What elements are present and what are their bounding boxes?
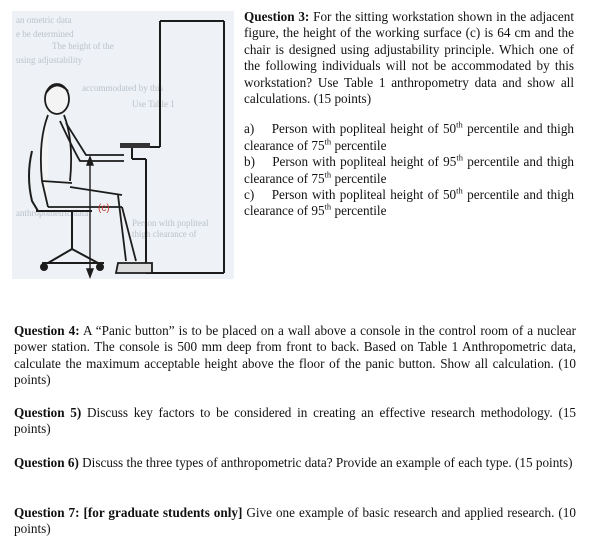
option-c-pre: Person with popliteal height of 50: [271, 187, 457, 203]
option-c-letter: c): [244, 187, 255, 203]
option-b-sup2: th: [324, 169, 332, 180]
question-6-text: [14, 455, 576, 471]
question-7-text: [14, 505, 576, 538]
question-3-body: For the sitting workstation shown in the adjacent figure, the height of the working surface (c) is 64 cm and the chair is designed using adjustability principle. Which one of the following individuals will not be accommodated by this workstation? Use Table 1 anthropometry data and show all calculations. (15 points): [244, 9, 574, 107]
question-3-label: Question 3:: [244, 9, 310, 24]
option-b-mid: percentile and thigh clearance of 75: [244, 154, 575, 186]
option-c-post: percentile: [331, 203, 387, 219]
seated-person: [41, 84, 152, 273]
bg-text-8: Person with popliteal: [132, 218, 209, 228]
option-a-letter: a): [244, 121, 255, 137]
option-b-sup1: th: [456, 152, 463, 163]
dimension-label-c: (c): [98, 203, 110, 214]
option-b-post: percentile: [331, 170, 387, 186]
option-a-mid: percentile and thigh clearance of 75: [244, 121, 575, 153]
keyboard: [120, 143, 150, 148]
question-7-label: Question 7: [for graduate students only]: [14, 505, 243, 520]
option-a-sup2: th: [324, 136, 332, 147]
question-7: [14, 505, 576, 538]
option-b-pre: Person with popliteal height of 95: [272, 154, 457, 170]
bg-text-1: an ometric data: [16, 15, 72, 25]
workstation-illustration: [12, 11, 234, 279]
bg-text-2: e be determined: [16, 29, 74, 39]
bg-text-3: The height of the: [52, 41, 114, 51]
question-5-label: Question 5): [14, 405, 82, 420]
option-a-pre: Person with popliteal height of 50: [271, 121, 457, 137]
bg-text-6: Use Table 1: [132, 99, 175, 109]
question-5: [14, 405, 576, 438]
question-4-body: A “Panic button” is to be placed on a wall above a console in the control room of a nuclear power station. The console is 500 mm deep from front to back. Based on Table 1 Anthropometric data, calculate the maximum acceptable height above the floor of the panic button. Show all calculation. (10 points): [14, 323, 576, 388]
workstation-figure: [12, 11, 234, 279]
question-3-text: [244, 9, 574, 107]
question-4: [14, 323, 576, 389]
question-3: [244, 9, 574, 220]
option-c-sup1: th: [456, 185, 463, 196]
option-a: [244, 121, 574, 154]
bg-text-9: thigh clearance of: [132, 229, 197, 239]
option-b-letter: b): [244, 154, 255, 170]
option-a-sup1: th: [456, 120, 463, 131]
question-6-body: Discuss the three types of anthropometric data? Provide an example of each type. (15 points): [82, 455, 573, 470]
question-5-text: [14, 405, 576, 438]
bg-text-4: using adjustability: [16, 55, 83, 65]
question-7-body: Give one example of basic research and applied research. (10 points): [14, 505, 576, 537]
option-c-mid: percentile and thigh clearance of 95: [244, 187, 575, 219]
question-4-label: Question 4:: [14, 323, 80, 338]
question-4-text: [14, 323, 576, 389]
option-c-sup2: th: [324, 202, 332, 213]
question-6-label: Question 6): [14, 455, 79, 470]
option-c: [244, 187, 574, 220]
question-3-options: [244, 121, 574, 219]
bg-text-7: anthropometric data: [16, 208, 89, 218]
question-6: [14, 455, 576, 471]
option-b: [244, 154, 574, 187]
bg-text-5: accommodated by this: [82, 83, 163, 93]
question-5-body: Discuss key factors to be considered in creating an effective research methodology. (15 points): [14, 405, 577, 437]
option-a-post: percentile: [331, 137, 387, 153]
